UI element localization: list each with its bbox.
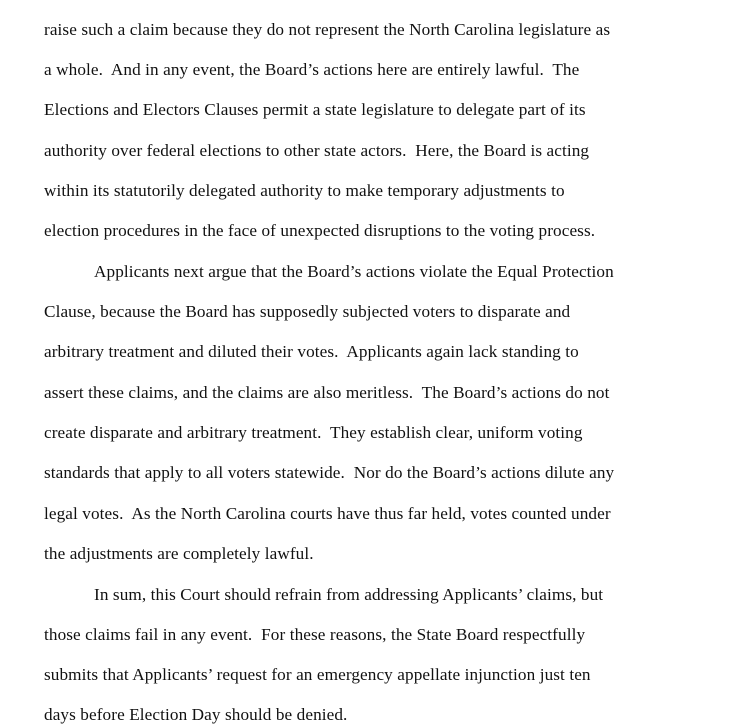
paragraph-1-line-6: election procedures in the face of unexpected disruptions to the voting process. [44, 221, 596, 240]
paragraph-1-line-1: raise such a claim because they do not represent the North Carolina legislature as [44, 20, 611, 39]
paragraph-2-line-6: standards that apply to all voters statewide. Nor do the Board’s actions dilute any [44, 463, 615, 482]
paragraph-3-line-3: submits that Applicants’ request for an emergency appellate injunction just ten [44, 665, 591, 684]
paragraph-2-line-1: Applicants next argue that the Board’s actions violate the Equal Protection [94, 262, 614, 281]
paragraph-2-line-3: arbitrary treatment and diluted their votes. Applicants again lack standing to [44, 342, 579, 361]
paragraph-1-line-4: authority over federal elections to other state actors. Here, the Board is acting [44, 141, 590, 160]
paragraph-2-line-5: create disparate and arbitrary treatment. They establish clear, uniform voting [44, 423, 583, 442]
paragraph-3-line-1: In sum, this Court should refrain from addressing Applicants’ claims, but [94, 585, 604, 604]
paragraph-2-line-8: the adjustments are completely lawful. [44, 544, 314, 563]
paragraph-1-line-2: a whole. And in any event, the Board’s actions here are entirely lawful. The [44, 60, 580, 79]
paragraph-2-line-2: Clause, because the Board has supposedly subjected voters to disparate and [44, 302, 571, 321]
paragraph-1-line-5: within its statutorily delegated authority to make temporary adjustments to [44, 181, 565, 200]
paragraph-3-line-2: those claims fail in any event. For these reasons, the State Board respectfully [44, 625, 586, 644]
paragraph-2-line-7: legal votes. As the North Carolina courts have thus far held, votes counted under [44, 504, 611, 523]
paragraph-2-line-4: assert these claims, and the claims are also meritless. The Board’s actions do not [44, 383, 610, 402]
paragraph-3-line-4: days before Election Day should be denied. [44, 705, 348, 724]
paragraph-1-line-3: Elections and Electors Clauses permit a state legislature to delegate part of its [44, 100, 586, 119]
